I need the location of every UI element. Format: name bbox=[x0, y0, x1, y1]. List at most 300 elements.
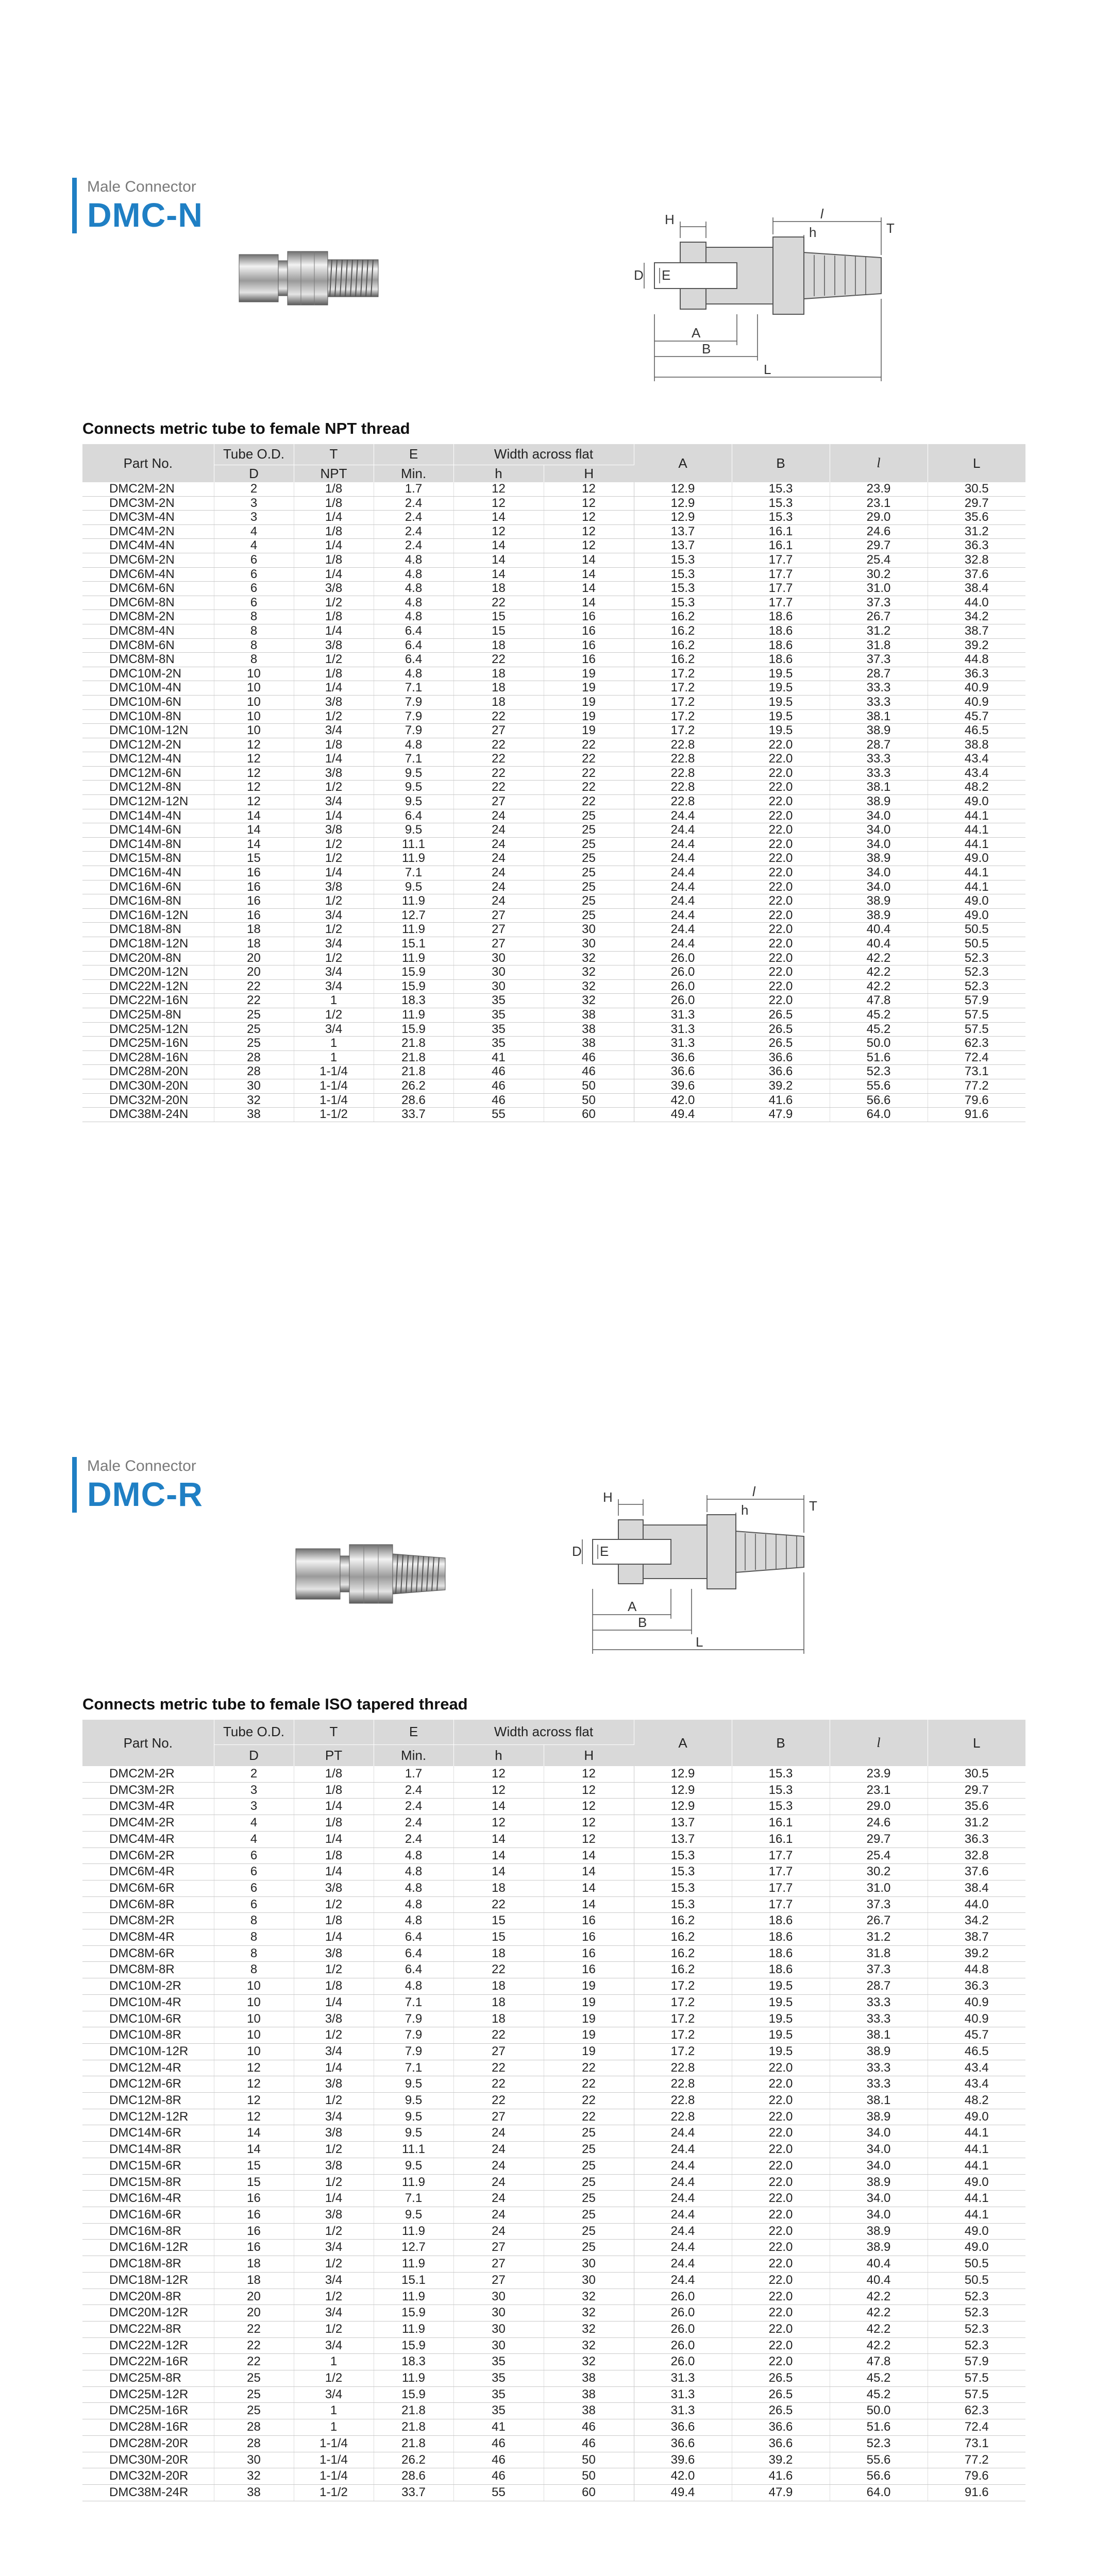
cell-tube-od: 4 bbox=[214, 524, 294, 539]
table-row bbox=[82, 2043, 1025, 2060]
cell-dim-b: 17.7 bbox=[732, 1896, 830, 1913]
cell-dim-a: 31.3 bbox=[634, 2370, 732, 2387]
cell-hex-h: 25 bbox=[544, 866, 634, 880]
cell-dim-l-small: 29.7 bbox=[830, 1831, 928, 1848]
cell-part-no: DMC30M-20R bbox=[82, 2452, 214, 2468]
cell-thread: 1 bbox=[294, 2419, 374, 2436]
table-row bbox=[82, 2142, 1025, 2158]
cell-dim-l-small: 40.4 bbox=[830, 2256, 928, 2273]
dim-label-l: l bbox=[820, 206, 823, 222]
cell-hex-h-small: 14 bbox=[453, 1799, 544, 1815]
cell-part-no: DMC6M-2N bbox=[82, 553, 214, 567]
cell-e-min: 21.8 bbox=[374, 2435, 453, 2452]
cell-part-no: DMC2M-2R bbox=[82, 1766, 214, 1782]
dim-label-H: H bbox=[665, 212, 675, 227]
cell-tube-od: 25 bbox=[214, 1037, 294, 1051]
cell-tube-od: 14 bbox=[214, 2142, 294, 2158]
cell-dim-a: 24.4 bbox=[634, 923, 732, 937]
col-e-min: Min. bbox=[374, 1744, 453, 1766]
cell-dim-b: 18.6 bbox=[732, 624, 830, 638]
cell-hex-h-small: 24 bbox=[453, 2158, 544, 2174]
col-l-small: l bbox=[830, 444, 928, 482]
cell-part-no: DMC10M-12N bbox=[82, 724, 214, 738]
cell-hex-h: 12 bbox=[544, 1782, 634, 1799]
cell-tube-od: 12 bbox=[214, 2093, 294, 2109]
cell-dim-a: 26.0 bbox=[634, 965, 732, 980]
cell-part-no: DMC10M-8N bbox=[82, 709, 214, 724]
cell-part-no: DMC18M-12N bbox=[82, 937, 214, 952]
cell-e-min: 9.5 bbox=[374, 795, 453, 809]
cell-thread: 1/4 bbox=[294, 1864, 374, 1880]
cell-e-min: 2.4 bbox=[374, 511, 453, 525]
cell-hex-h-small: 41 bbox=[453, 1050, 544, 1065]
cell-dim-b: 22.0 bbox=[732, 2093, 830, 2109]
dim-label-h: h bbox=[809, 225, 817, 240]
table-row bbox=[82, 582, 1025, 596]
cell-thread: 1/4 bbox=[294, 1831, 374, 1848]
table-row bbox=[82, 1880, 1025, 1896]
cell-e-min: 15.9 bbox=[374, 979, 453, 994]
cell-hex-h-small: 18 bbox=[453, 1978, 544, 1995]
cell-hex-h: 38 bbox=[544, 2386, 634, 2403]
cell-dim-b: 18.6 bbox=[732, 1913, 830, 1929]
cell-thread: 1/4 bbox=[294, 1994, 374, 2011]
cell-hex-h: 12 bbox=[544, 511, 634, 525]
cell-thread: 1/4 bbox=[294, 539, 374, 553]
cell-hex-h-small: 46 bbox=[453, 2435, 544, 2452]
cell-thread: 3/8 bbox=[294, 582, 374, 596]
cell-tube-od: 8 bbox=[214, 653, 294, 667]
cell-dim-b: 22.0 bbox=[732, 2125, 830, 2142]
cell-dim-l-small: 52.3 bbox=[830, 1065, 928, 1079]
cell-hex-h-small: 14 bbox=[453, 553, 544, 567]
cell-dim-a: 12.9 bbox=[634, 1799, 732, 1815]
table-row bbox=[82, 724, 1025, 738]
cell-thread: 1/8 bbox=[294, 610, 374, 624]
cell-dim-a: 22.8 bbox=[634, 2076, 732, 2093]
cell-dim-b: 18.6 bbox=[732, 1929, 830, 1946]
table-row bbox=[82, 766, 1025, 781]
cell-tube-od: 28 bbox=[214, 2419, 294, 2436]
cell-part-no: DMC2M-2N bbox=[82, 482, 214, 496]
cell-dim-l-small: 38.9 bbox=[830, 908, 928, 923]
cell-tube-od: 8 bbox=[214, 1945, 294, 1962]
cell-hex-h-small: 30 bbox=[453, 951, 544, 965]
col-t-pt: PT bbox=[294, 1744, 374, 1766]
cell-dim-l: 49.0 bbox=[928, 2174, 1025, 2191]
cell-part-no: DMC22M-16N bbox=[82, 994, 214, 1008]
cell-dim-l-small: 40.4 bbox=[830, 2272, 928, 2289]
cell-dim-l: 44.0 bbox=[928, 596, 1025, 610]
cell-dim-b: 22.0 bbox=[732, 2321, 830, 2337]
cell-dim-l: 52.3 bbox=[928, 965, 1025, 980]
cell-dim-b: 19.5 bbox=[732, 681, 830, 696]
cell-hex-h-small: 24 bbox=[453, 823, 544, 838]
cell-dim-l-small: 28.7 bbox=[830, 1978, 928, 1995]
cell-thread: 3/8 bbox=[294, 2125, 374, 2142]
cell-hex-h-small: 24 bbox=[453, 2174, 544, 2191]
cell-dim-l: 44.1 bbox=[928, 809, 1025, 823]
cell-dim-a: 17.2 bbox=[634, 2011, 732, 2027]
cell-dim-a: 15.3 bbox=[634, 1848, 732, 1864]
cell-hex-h: 32 bbox=[544, 979, 634, 994]
cell-dim-b: 26.5 bbox=[732, 2403, 830, 2419]
cell-dim-a: 15.3 bbox=[634, 596, 732, 610]
cell-hex-h-small: 14 bbox=[453, 567, 544, 582]
dim-label-E: E bbox=[662, 267, 671, 283]
table-row bbox=[82, 894, 1025, 909]
table-row bbox=[82, 1037, 1025, 1051]
cell-dim-a: 24.4 bbox=[634, 908, 732, 923]
cell-part-no: DMC22M-12N bbox=[82, 979, 214, 994]
cell-thread: 1/4 bbox=[294, 809, 374, 823]
cell-e-min: 2.4 bbox=[374, 1831, 453, 1848]
table-row bbox=[82, 1929, 1025, 1946]
cell-hex-h-small: 55 bbox=[453, 2484, 544, 2501]
cell-dim-l: 52.3 bbox=[928, 2337, 1025, 2354]
table-row bbox=[82, 2289, 1025, 2305]
cell-hex-h: 22 bbox=[544, 2060, 634, 2076]
cell-part-no: DMC6M-6R bbox=[82, 1880, 214, 1896]
cell-e-min: 18.3 bbox=[374, 2354, 453, 2370]
cell-part-no: DMC16M-6N bbox=[82, 880, 214, 894]
table-row bbox=[82, 2468, 1025, 2485]
cell-thread: 1-1/4 bbox=[294, 1079, 374, 1093]
cell-hex-h-small: 24 bbox=[453, 852, 544, 866]
table-row bbox=[82, 2354, 1025, 2370]
cell-hex-h: 14 bbox=[544, 1896, 634, 1913]
cell-part-no: DMC14M-8R bbox=[82, 2142, 214, 2158]
cell-thread: 3/8 bbox=[294, 823, 374, 838]
cell-tube-od: 2 bbox=[214, 1766, 294, 1782]
table-row bbox=[82, 653, 1025, 667]
cell-dim-a: 15.3 bbox=[634, 1864, 732, 1880]
cell-dim-b: 36.6 bbox=[732, 2419, 830, 2436]
cell-dim-l-small: 50.0 bbox=[830, 2403, 928, 2419]
cell-dim-b: 17.7 bbox=[732, 567, 830, 582]
cell-dim-l-small: 34.0 bbox=[830, 880, 928, 894]
cell-part-no: DMC10M-4N bbox=[82, 681, 214, 696]
cell-e-min: 9.5 bbox=[374, 2207, 453, 2223]
cell-dim-b: 22.0 bbox=[732, 2354, 830, 2370]
cell-dim-l: 57.9 bbox=[928, 2354, 1025, 2370]
cell-e-min: 4.8 bbox=[374, 738, 453, 752]
cell-hex-h-small: 18 bbox=[453, 667, 544, 681]
cell-thread: 3/4 bbox=[294, 795, 374, 809]
cell-part-no: DMC12M-4R bbox=[82, 2060, 214, 2076]
table-row bbox=[82, 1978, 1025, 1995]
cell-dim-l-small: 47.8 bbox=[830, 2354, 928, 2370]
cell-part-no: DMC20M-12N bbox=[82, 965, 214, 980]
cell-tube-od: 6 bbox=[214, 1896, 294, 1913]
col-h: H bbox=[544, 1744, 634, 1766]
cell-part-no: DMC8M-2R bbox=[82, 1913, 214, 1929]
cell-hex-h-small: 22 bbox=[453, 709, 544, 724]
cell-hex-h: 16 bbox=[544, 1962, 634, 1978]
cell-tube-od: 18 bbox=[214, 923, 294, 937]
cell-hex-h: 30 bbox=[544, 2272, 634, 2289]
cell-e-min: 11.1 bbox=[374, 2142, 453, 2158]
table-row bbox=[82, 638, 1025, 653]
cell-dim-l: 38.4 bbox=[928, 1880, 1025, 1896]
cell-hex-h: 38 bbox=[544, 2403, 634, 2419]
table-row bbox=[82, 596, 1025, 610]
cell-part-no: DMC16M-12R bbox=[82, 2240, 214, 2256]
cell-tube-od: 32 bbox=[214, 1093, 294, 1108]
cell-dim-a: 36.6 bbox=[634, 2419, 732, 2436]
cell-dim-a: 24.4 bbox=[634, 2191, 732, 2207]
cell-tube-od: 10 bbox=[214, 667, 294, 681]
cell-dim-b: 39.2 bbox=[732, 1079, 830, 1093]
cell-hex-h-small: 22 bbox=[453, 2027, 544, 2044]
cell-dim-b: 17.7 bbox=[732, 1848, 830, 1864]
cell-thread: 1/4 bbox=[294, 624, 374, 638]
cell-hex-h: 25 bbox=[544, 2191, 634, 2207]
cell-dim-l: 57.5 bbox=[928, 1022, 1025, 1037]
cell-dim-b: 19.5 bbox=[732, 2027, 830, 2044]
cell-dim-l-small: 23.1 bbox=[830, 496, 928, 511]
cell-e-min: 4.8 bbox=[374, 582, 453, 596]
cell-part-no: DMC28M-16R bbox=[82, 2419, 214, 2436]
cell-hex-h: 25 bbox=[544, 2207, 634, 2223]
cell-thread: 3/4 bbox=[294, 937, 374, 952]
table-row bbox=[82, 923, 1025, 937]
cell-dim-b: 22.0 bbox=[732, 2305, 830, 2321]
table-row bbox=[82, 2240, 1025, 2256]
cell-dim-b: 22.0 bbox=[732, 2240, 830, 2256]
cell-dim-a: 16.2 bbox=[634, 1962, 732, 1978]
cell-thread: 1-1/4 bbox=[294, 1065, 374, 1079]
cell-dim-l-small: 29.7 bbox=[830, 539, 928, 553]
cell-e-min: 11.9 bbox=[374, 2370, 453, 2387]
cell-thread: 1/2 bbox=[294, 2027, 374, 2044]
cell-dim-a: 17.2 bbox=[634, 695, 732, 709]
cell-e-min: 21.8 bbox=[374, 1050, 453, 1065]
cell-dim-a: 24.4 bbox=[634, 2223, 732, 2240]
cell-hex-h: 25 bbox=[544, 823, 634, 838]
cell-hex-h: 25 bbox=[544, 2223, 634, 2240]
cell-part-no: DMC8M-8N bbox=[82, 653, 214, 667]
cell-hex-h-small: 12 bbox=[453, 482, 544, 496]
cell-thread: 3/8 bbox=[294, 2011, 374, 2027]
cell-dim-a: 24.4 bbox=[634, 866, 732, 880]
cell-dim-l: 34.2 bbox=[928, 1913, 1025, 1929]
cell-part-no: DMC18M-8N bbox=[82, 923, 214, 937]
col-t: T bbox=[294, 1720, 374, 1744]
cell-dim-b: 22.0 bbox=[732, 2207, 830, 2223]
cell-thread: 1-1/2 bbox=[294, 1108, 374, 1122]
cell-dim-l-small: 24.6 bbox=[830, 524, 928, 539]
cell-thread: 1/8 bbox=[294, 738, 374, 752]
table-row bbox=[82, 852, 1025, 866]
cell-dim-l-small: 33.3 bbox=[830, 2076, 928, 2093]
col-e-min: Min. bbox=[374, 465, 453, 482]
cell-part-no: DMC8M-6R bbox=[82, 1945, 214, 1962]
cell-hex-h-small: 14 bbox=[453, 539, 544, 553]
cell-part-no: DMC16M-8R bbox=[82, 2223, 214, 2240]
cell-e-min: 4.8 bbox=[374, 553, 453, 567]
cell-dim-l-small: 52.3 bbox=[830, 2435, 928, 2452]
cell-dim-l: 40.9 bbox=[928, 1994, 1025, 2011]
cell-hex-h: 50 bbox=[544, 2452, 634, 2468]
cell-tube-od: 6 bbox=[214, 1880, 294, 1896]
cell-dim-l: 91.6 bbox=[928, 2484, 1025, 2501]
cell-dim-l: 79.6 bbox=[928, 1093, 1025, 1108]
cell-dim-l: 29.7 bbox=[928, 1782, 1025, 1799]
dim-label-E: E bbox=[600, 1544, 609, 1559]
cell-dim-a: 36.6 bbox=[634, 2435, 732, 2452]
table-row bbox=[82, 2207, 1025, 2223]
cell-thread: 1/8 bbox=[294, 524, 374, 539]
cell-hex-h-small: 24 bbox=[453, 2125, 544, 2142]
cell-hex-h-small: 15 bbox=[453, 1929, 544, 1946]
cell-e-min: 11.9 bbox=[374, 894, 453, 909]
cell-dim-b: 22.0 bbox=[732, 994, 830, 1008]
cell-tube-od: 15 bbox=[214, 2158, 294, 2174]
cell-hex-h-small: 35 bbox=[453, 2403, 544, 2419]
cell-hex-h-small: 18 bbox=[453, 1880, 544, 1896]
cell-tube-od: 22 bbox=[214, 994, 294, 1008]
cell-dim-l-small: 38.9 bbox=[830, 2109, 928, 2125]
cell-e-min: 7.1 bbox=[374, 2191, 453, 2207]
cell-dim-a: 22.8 bbox=[634, 2060, 732, 2076]
cell-tube-od: 12 bbox=[214, 2109, 294, 2125]
cell-dim-l: 38.8 bbox=[928, 738, 1025, 752]
cell-dim-b: 22.0 bbox=[732, 2191, 830, 2207]
cell-e-min: 4.8 bbox=[374, 596, 453, 610]
cell-e-min: 2.4 bbox=[374, 1799, 453, 1815]
cell-hex-h: 50 bbox=[544, 1093, 634, 1108]
table-row bbox=[82, 681, 1025, 696]
cell-hex-h-small: 27 bbox=[453, 724, 544, 738]
cell-dim-l: 79.6 bbox=[928, 2468, 1025, 2485]
table-row bbox=[82, 2452, 1025, 2468]
cell-tube-od: 25 bbox=[214, 2370, 294, 2387]
table-row bbox=[82, 1896, 1025, 1913]
cell-hex-h: 16 bbox=[544, 1913, 634, 1929]
cell-thread: 1/2 bbox=[294, 837, 374, 852]
cell-hex-h-small: 35 bbox=[453, 1008, 544, 1022]
cell-part-no: DMC38M-24N bbox=[82, 1108, 214, 1122]
cell-tube-od: 14 bbox=[214, 809, 294, 823]
cell-dim-l: 35.6 bbox=[928, 1799, 1025, 1815]
cell-dim-b: 22.0 bbox=[732, 2142, 830, 2158]
cell-thread: 1/8 bbox=[294, 1848, 374, 1864]
table-row bbox=[82, 2419, 1025, 2436]
cell-tube-od: 25 bbox=[214, 1008, 294, 1022]
table-row bbox=[82, 1994, 1025, 2011]
cell-dim-a: 24.4 bbox=[634, 2240, 732, 2256]
cell-part-no: DMC38M-24R bbox=[82, 2484, 214, 2501]
cell-hex-h-small: 30 bbox=[453, 2321, 544, 2337]
table-row bbox=[82, 2223, 1025, 2240]
cell-dim-l-small: 30.2 bbox=[830, 567, 928, 582]
table-row bbox=[82, 752, 1025, 767]
cell-dim-b: 22.0 bbox=[732, 923, 830, 937]
cell-hex-h-small: 24 bbox=[453, 866, 544, 880]
cell-tube-od: 20 bbox=[214, 965, 294, 980]
cell-hex-h: 25 bbox=[544, 2142, 634, 2158]
cell-part-no: DMC4M-2N bbox=[82, 524, 214, 539]
cell-hex-h: 14 bbox=[544, 1848, 634, 1864]
cell-dim-b: 19.5 bbox=[732, 2043, 830, 2060]
cell-part-no: DMC3M-4N bbox=[82, 511, 214, 525]
cell-dim-a: 31.3 bbox=[634, 2386, 732, 2403]
cell-dim-b: 18.6 bbox=[732, 1945, 830, 1962]
cell-hex-h: 19 bbox=[544, 2043, 634, 2060]
cell-hex-h-small: 24 bbox=[453, 2142, 544, 2158]
cell-e-min: 21.8 bbox=[374, 2419, 453, 2436]
cell-dim-l-small: 45.2 bbox=[830, 2370, 928, 2387]
cell-hex-h: 32 bbox=[544, 994, 634, 1008]
cell-dim-b: 22.0 bbox=[732, 866, 830, 880]
cell-hex-h: 60 bbox=[544, 1108, 634, 1122]
cell-hex-h: 32 bbox=[544, 965, 634, 980]
table-row bbox=[82, 1913, 1025, 1929]
cell-dim-l-small: 45.2 bbox=[830, 1022, 928, 1037]
cell-dim-b: 22.0 bbox=[732, 781, 830, 795]
cell-thread: 1-1/4 bbox=[294, 2452, 374, 2468]
cell-dim-l: 57.9 bbox=[928, 994, 1025, 1008]
cell-hex-h: 19 bbox=[544, 724, 634, 738]
cell-tube-od: 3 bbox=[214, 1799, 294, 1815]
cell-hex-h: 60 bbox=[544, 2484, 634, 2501]
cell-e-min: 4.8 bbox=[374, 567, 453, 582]
cell-dim-a: 16.2 bbox=[634, 610, 732, 624]
cell-dim-l: 31.2 bbox=[928, 524, 1025, 539]
cell-e-min: 28.6 bbox=[374, 1093, 453, 1108]
cell-part-no: DMC8M-2N bbox=[82, 610, 214, 624]
table-row bbox=[82, 2093, 1025, 2109]
cell-part-no: DMC3M-4R bbox=[82, 1799, 214, 1815]
cell-dim-b: 16.1 bbox=[732, 524, 830, 539]
dim-label-A: A bbox=[628, 1599, 637, 1614]
cell-dim-b: 26.5 bbox=[732, 1008, 830, 1022]
cell-hex-h: 32 bbox=[544, 951, 634, 965]
cell-thread: 1-1/2 bbox=[294, 2484, 374, 2501]
dimension-drawing bbox=[634, 206, 922, 407]
table-row bbox=[82, 2158, 1025, 2174]
col-e: E bbox=[374, 1720, 453, 1744]
cell-hex-h-small: 27 bbox=[453, 2240, 544, 2256]
cell-hex-h-small: 35 bbox=[453, 994, 544, 1008]
cell-dim-l: 37.6 bbox=[928, 567, 1025, 582]
cell-dim-l-small: 31.8 bbox=[830, 1945, 928, 1962]
cell-dim-l: 32.8 bbox=[928, 553, 1025, 567]
cell-e-min: 7.1 bbox=[374, 1994, 453, 2011]
cell-dim-l-small: 56.6 bbox=[830, 1093, 928, 1108]
cell-thread: 3/8 bbox=[294, 2207, 374, 2223]
col-b: B bbox=[732, 444, 830, 482]
cell-dim-b: 26.5 bbox=[732, 1022, 830, 1037]
cell-hex-h-small: 24 bbox=[453, 837, 544, 852]
cell-tube-od: 4 bbox=[214, 1831, 294, 1848]
table-row bbox=[82, 1799, 1025, 1815]
cell-hex-h: 16 bbox=[544, 1945, 634, 1962]
cell-part-no: DMC14M-4N bbox=[82, 809, 214, 823]
cell-hex-h: 12 bbox=[544, 539, 634, 553]
table-row bbox=[82, 553, 1025, 567]
cell-tube-od: 6 bbox=[214, 1848, 294, 1864]
cell-dim-l-small: 34.0 bbox=[830, 2158, 928, 2174]
cell-part-no: DMC12M-8N bbox=[82, 781, 214, 795]
cell-dim-b: 15.3 bbox=[732, 482, 830, 496]
cell-hex-h: 16 bbox=[544, 610, 634, 624]
cell-part-no: DMC3M-2N bbox=[82, 496, 214, 511]
cell-tube-od: 10 bbox=[214, 1978, 294, 1995]
table-row bbox=[82, 1093, 1025, 1108]
cell-dim-l: 30.5 bbox=[928, 1766, 1025, 1782]
